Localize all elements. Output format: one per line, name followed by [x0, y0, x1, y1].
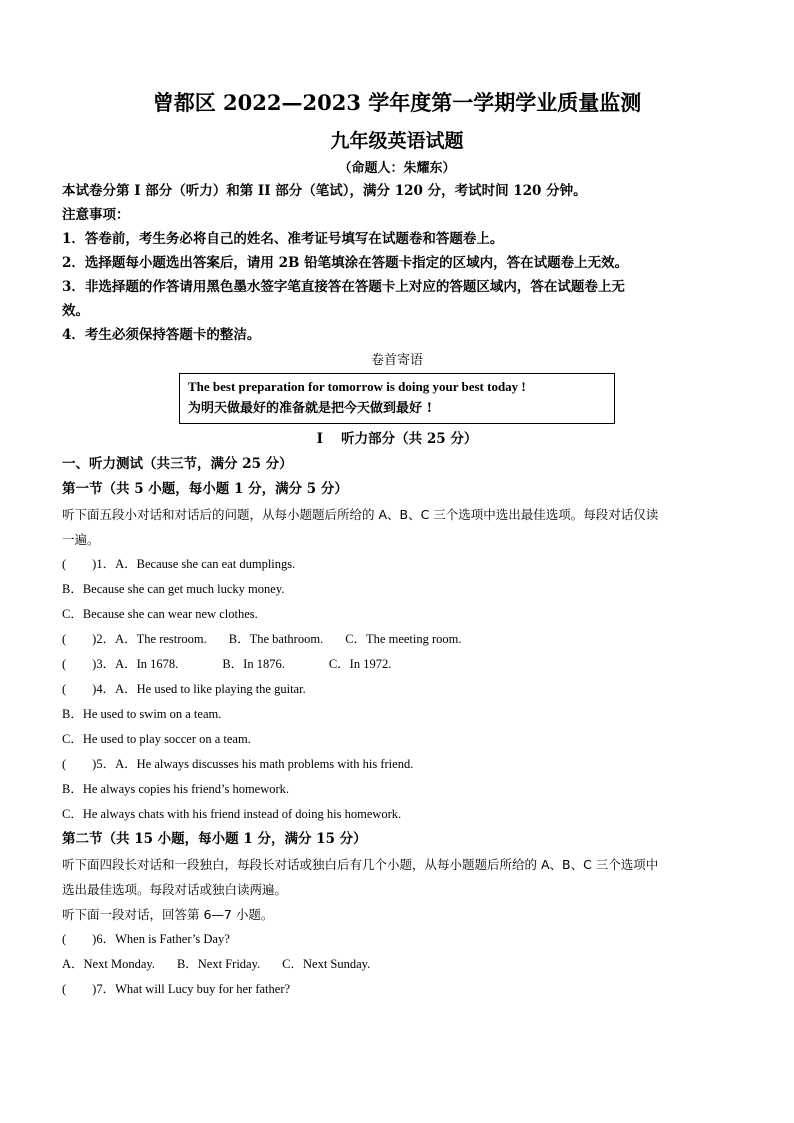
motto-english: The best preparation for tomorrow is doing your best today ! [188, 379, 526, 394]
option-a: A．Next Monday. [62, 957, 155, 971]
question-stem: What will Lucy buy for her father? [115, 982, 291, 996]
notice-heading: 注意事项： [62, 207, 130, 223]
question-1-option-b: B．Because she can get much lucky money. [62, 582, 285, 596]
question-5 [62, 752, 732, 777]
question-number: 5． [96, 757, 116, 771]
option-a: A．He always discusses his math problems with his friend. [115, 757, 414, 771]
motto-title: 卷首寄语 [370, 353, 423, 368]
option-a: A．He used to like playing the guitar. [115, 682, 306, 696]
section-2-instruction-line-2: 选出最佳选项。每段对话或独白读两遍。 [62, 882, 288, 897]
section-2-heading: 第二节（共 15 小题，每小题 1 分，满分 15 分） [62, 831, 367, 847]
motto-chinese: 为明天做最好的准备就是把今天做到最好 ! [188, 401, 433, 416]
question-5-option-c: C．He always chats with his friend instead of doing his homework. [62, 807, 402, 821]
answer-paren-close: ) [92, 632, 97, 646]
question-number: 3． [96, 657, 116, 671]
question-number: 6． [96, 932, 116, 946]
exam-subtitle: 九年级英语试题 [330, 130, 464, 152]
section-2-instruction-line-1: 听下面四段长对话和一段独白，每段长对话或独白后有几个小题，从每小题题后所给的 A、B、C 三个选项中 [62, 857, 659, 872]
answer-paren-close: ) [92, 757, 97, 771]
section-1-heading: 第一节（共 5 小题，每小题 1 分，满分 5 分） [62, 481, 348, 497]
answer-paren-open: ( [62, 682, 67, 696]
answer-paren-open: ( [62, 657, 67, 671]
motto-box [179, 373, 615, 424]
option-a: A．Because she can eat dumplings. [115, 557, 296, 571]
option-b: B．The bathroom. [228, 632, 324, 646]
question-7 [62, 977, 732, 1002]
question-6-options [62, 952, 732, 977]
question-number: 4． [96, 682, 116, 696]
exam-title: 曾都区 2022—2023 学年度第一学期学业质量监测 [152, 90, 642, 115]
question-5-option-b: B．He always copies his friend’s homework. [62, 782, 290, 796]
question-1-option-c: C．Because she can wear new clothes. [62, 607, 258, 621]
notice-item-1: 1．答卷前，考生务必将自己的姓名、准考证号填写在试题卷和答题卷上。 [62, 231, 504, 247]
option-c: C．Next Sunday. [282, 957, 371, 971]
intro-line: 本试卷分第 I 部分（听力）和第 II 部分（笔试），满分 120 分，考试时间 120 分钟。 [62, 183, 587, 199]
question-6 [62, 927, 732, 952]
question-number: 7． [96, 982, 116, 996]
option-a: A．The restroom. [115, 632, 207, 646]
question-number: 1． [96, 557, 116, 571]
answer-paren-close: ) [92, 982, 97, 996]
option-c: C．In 1972. [328, 657, 392, 671]
section-1-instruction-line-1: 听下面五段小对话和对话后的问题，从每小题题后所给的 A、B、C 三个选项中选出最佳选项。每段对话仅读 [62, 507, 659, 522]
question-2 [62, 627, 732, 652]
option-b: B．In 1876. [222, 657, 285, 671]
question-1 [62, 552, 732, 577]
question-4-option-c: C．He used to play soccer on a team. [62, 732, 251, 746]
question-number: 2． [96, 632, 116, 646]
answer-paren-close: ) [92, 557, 97, 571]
answer-paren-open: ( [62, 757, 67, 771]
section-1-instruction-line-2: 一遍。 [62, 532, 100, 547]
answer-paren-open: ( [62, 982, 67, 996]
section-2-instruction-line-3: 听下面一段对话，回答第 6—7 小题。 [62, 907, 274, 922]
part-1-title: I 听力部分（共 25 分） [316, 431, 478, 447]
answer-paren-close: ) [92, 932, 97, 946]
answer-paren-open: ( [62, 557, 67, 571]
question-4-option-b: B．He used to swim on a team. [62, 707, 222, 721]
notice-item-2: 2．选择题每小题选出答案后，请用 2B 铅笔填涂在答题卡指定的区域内，答在试题卷上无效。 [62, 255, 629, 271]
notice-item-3: 3．非选择题的作答请用黑色墨水签字笔直接答在答题卡上对应的答题区域内，答在试题卷上无 [62, 279, 625, 295]
question-stem: When is Father’s Day? [115, 932, 230, 946]
author-line: （命题人：朱耀东） [338, 161, 456, 176]
answer-paren-open: ( [62, 932, 67, 946]
notice-item-3-cont: 效。 [62, 303, 89, 319]
question-3 [62, 652, 732, 677]
answer-paren-open: ( [62, 632, 67, 646]
option-b: B．Next Friday. [176, 957, 261, 971]
listening-heading: 一、听力测试（共三节，满分 25 分） [62, 456, 293, 472]
option-a: A．In 1678. [115, 657, 179, 671]
answer-paren-close: ) [92, 682, 97, 696]
answer-paren-close: ) [92, 657, 97, 671]
option-c: C．The meeting room. [345, 632, 462, 646]
notice-item-4: 4．考生必须保持答题卡的整洁。 [62, 327, 261, 343]
question-4 [62, 677, 732, 702]
